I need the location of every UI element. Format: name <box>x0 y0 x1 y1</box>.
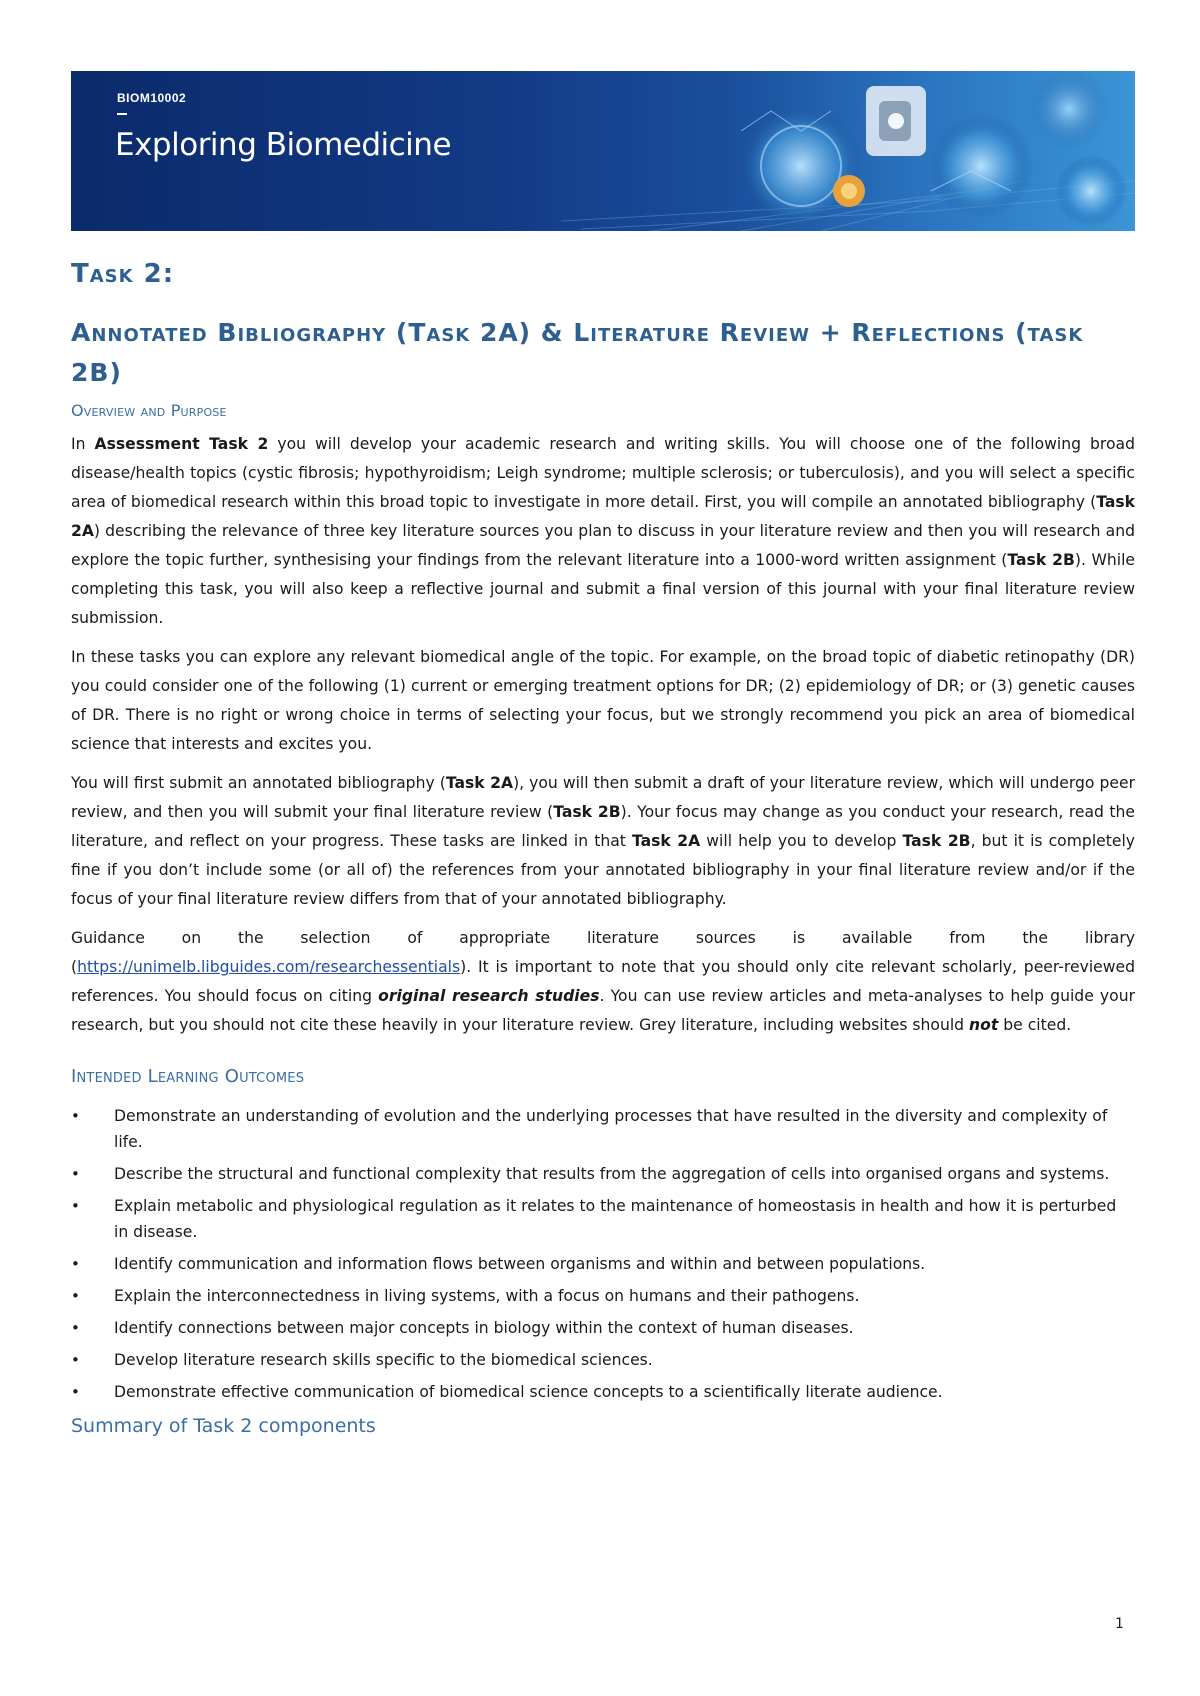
list-item: • Describe the structural and functional complexity that results from the aggregation of cells into organised organs and systems. <box>71 1161 1135 1187</box>
course-title: Exploring Biomedicine <box>115 127 452 163</box>
learning-outcomes-list <box>71 1103 1135 1405</box>
bullet-icon: • <box>71 1383 80 1401</box>
list-item: • Explain the interconnectedness in living systems, with a focus on humans and their pathogens. <box>71 1283 1135 1309</box>
bullet-icon: • <box>71 1351 80 1369</box>
bullet-icon: • <box>71 1319 80 1337</box>
document-page <box>71 71 1135 1437</box>
overview-heading: Overview and Purpose <box>71 401 227 420</box>
overview-paragraph-4: Guidance on the selection of appropriate literature sources is available from the library (https://unimelb.libguides.com/researchessentials). It is important to note that you should only cite relevant scholarly, peer-reviewed references. You should focus on citing original research studies. You can use review articles and meta-analyses to help guide your research, but you should not cite these heavily in your literature review. Grey literature, including websites should not be cited. <box>71 929 1135 1034</box>
course-code: BIOM10002 <box>117 91 187 105</box>
overview-paragraph-2: In these tasks you can explore any relevant biomedical angle of the topic. For example, on the broad topic of diabetic retinopathy (DR) you could consider one of the following (1) current or emerging treatment options for DR; (2) epidemiology of DR; or (3) genetic causes of DR. There is no right or wrong choice in terms of selecting your focus, but we strongly recommend you pick an area of biomedical science that interests and excites you. <box>71 648 1135 753</box>
bullet-icon: • <box>71 1197 80 1215</box>
page-number: 1 <box>1115 1616 1124 1632</box>
course-banner <box>71 71 1135 231</box>
list-item: • Identify communication and information flows between organisms and within and between populations. <box>71 1251 1135 1277</box>
list-item: • Demonstrate an understanding of evolution and the underlying processes that have resulted in the diversity and complexity of life. <box>71 1103 1135 1155</box>
bullet-icon: • <box>71 1287 80 1305</box>
library-guide-link[interactable]: https://unimelb.libguides.com/researchessentials <box>77 958 461 976</box>
banner-divider <box>117 113 127 115</box>
banner-biomedicine-image <box>501 71 1135 231</box>
task-heading: Task 2: <box>71 259 175 289</box>
overview-paragraph-1: In Assessment Task 2 you will develop your academic research and writing skills. You will choose one of the following broad disease/health topics (cystic fibrosis; hypothyroidism; Leigh syndrome; multiple sclerosis; or tuberculosis), and you will select a specific area of biomedical research within this broad topic to investigate in more detail. First, you will compile an annotated bibliography (Task 2A) describing the relevance of three key literature sources you plan to discuss in your literature review and then you will research and explore the topic further, synthesising your findings from the relevant literature into a 1000-word written assignment (Task 2B). While completing this task, you will also keep a reflective journal and submit a final version of this journal with your final literature review submission. <box>71 435 1136 627</box>
ilo-heading: Intended Learning Outcomes <box>71 1066 305 1087</box>
bullet-icon: • <box>71 1107 80 1125</box>
list-item: • Develop literature research skills specific to the biomedical sciences. <box>71 1347 1135 1373</box>
summary-heading: Summary of Task 2 components <box>71 1415 376 1437</box>
bullet-icon: • <box>71 1165 80 1183</box>
main-heading: Annotated Bibliography (Task 2A) & Literature Review + Reflections (task 2B) <box>71 318 1084 387</box>
list-item: • Explain metabolic and physiological regulation as it relates to the maintenance of homeostasis in health and how it is perturbed in disease. <box>71 1193 1135 1245</box>
list-item: • Demonstrate effective communication of biomedical science concepts to a scientifically literate audience. <box>71 1379 1135 1405</box>
list-item: • Identify connections between major concepts in biology within the context of human diseases. <box>71 1315 1135 1341</box>
overview-paragraph-3: You will first submit an annotated bibliography (Task 2A), you will then submit a draft of your literature review, which will undergo peer review, and then you will submit your final literature review (Task 2B). Your focus may change as you conduct your research, read the literature, and reflect on your progress. These tasks are linked in that Task 2A will help you to develop Task 2B, but it is completely fine if you don’t include some (or all of) the references from your annotated bibliography in your final literature review and/or if the focus of your final literature review differs from that of your annotated bibliography. <box>71 774 1136 908</box>
bullet-icon: • <box>71 1255 80 1273</box>
